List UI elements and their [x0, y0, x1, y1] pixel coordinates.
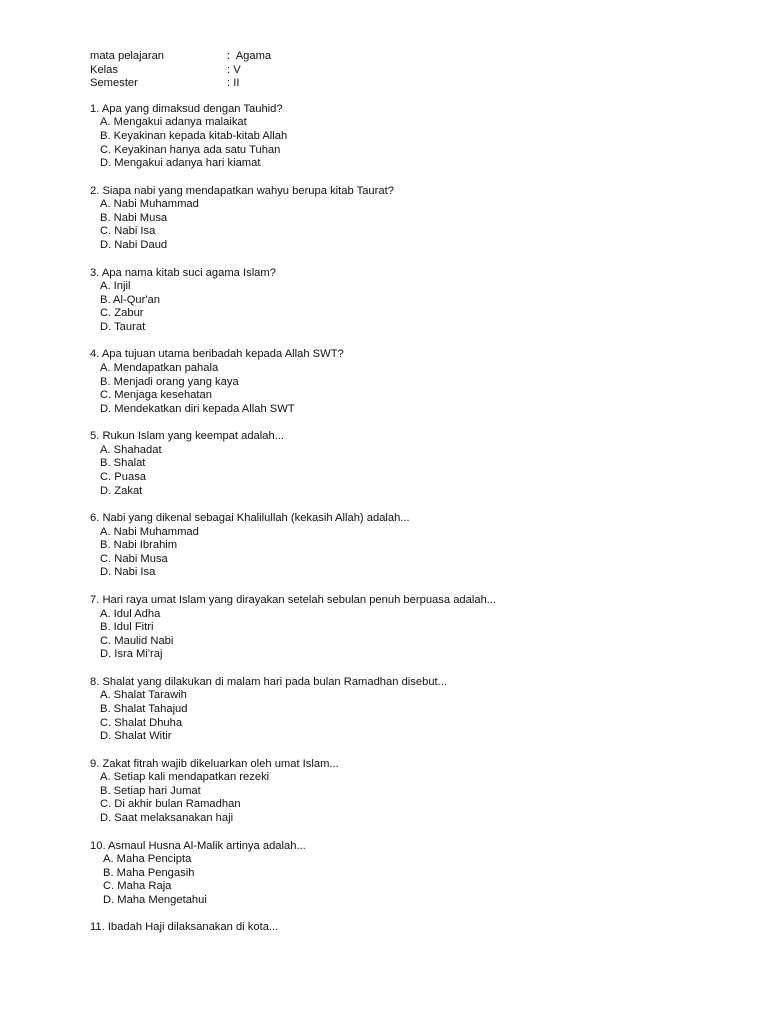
question-6 — [90, 512, 730, 580]
option-b: B. Shalat — [100, 457, 146, 470]
question-2 — [90, 185, 730, 253]
option-a: A. Shalat Tarawih — [100, 689, 187, 702]
question-1 — [90, 103, 730, 171]
option-c: C. Nabi Musa — [100, 552, 168, 565]
exam-document — [90, 50, 730, 949]
option-a: A. Shahadat — [100, 443, 162, 456]
question-text: 1. Apa yang dimaksud dengan Tauhid? — [90, 102, 283, 115]
meta-row-semester — [90, 77, 730, 91]
option-b: B. Setiap hari Jumat — [100, 784, 201, 797]
option-d: D. Nabi Daud — [100, 239, 168, 252]
option-a: A. Injil — [100, 280, 131, 293]
question-text: 6. Nabi yang dikenal sebagai Khalilullah (kekasih Allah) adalah... — [90, 512, 410, 525]
question-text: 9. Zakat fitrah wajib dikeluarkan oleh umat Islam... — [90, 757, 339, 770]
question-list — [90, 103, 730, 935]
option-d: D. Zakat — [100, 484, 143, 497]
option-c: C. Shalat Dhuha — [100, 716, 183, 729]
option-c: C. Puasa — [100, 471, 147, 483]
option-a: A. Mendapatkan pahala — [100, 361, 219, 374]
option-b: B. Nabi Musa — [100, 211, 168, 224]
question-text: 11. Ibadah Haji dilaksanakan di kota... — [90, 921, 279, 934]
question-4 — [90, 348, 730, 416]
option-b: B. Maha Pengasih — [103, 866, 195, 879]
option-c: C. Menjaga kesehatan — [100, 389, 212, 402]
question-text: 3. Apa nama kitab suci agama Islam? — [90, 266, 276, 279]
option-d: D. Taurat — [100, 320, 146, 333]
option-a: A. Nabi Muhammad — [100, 198, 199, 211]
option-a: A. Setiap kali mendapatkan rezeki — [100, 771, 270, 784]
option-c: C. Maha Raja — [103, 880, 172, 893]
question-text: 7. Hari raya umat Islam yang dirayakan setelah sebulan penuh berpuasa adalah... — [90, 593, 497, 606]
meta-label: Kelas — [90, 63, 118, 76]
option-d: D. Mendekatkan diri kepada Allah SWT — [100, 402, 295, 415]
question-text: 8. Shalat yang dilakukan di malam hari pada bulan Ramadhan disebut... — [90, 675, 447, 688]
option-c: C. Maulid Nabi — [100, 634, 174, 647]
option-c: C. Nabi Isa — [100, 225, 156, 238]
question-7 — [90, 594, 730, 662]
option-b: B. Al-Qur'an — [100, 293, 160, 306]
option-a: A. Nabi Muhammad — [100, 525, 199, 538]
meta-label: Semester — [90, 77, 138, 90]
question-text: 4. Apa tujuan utama beribadah kepada Allah SWT? — [90, 348, 344, 361]
option-a: A. Maha Pencipta — [103, 853, 192, 866]
question-text: 2. Siapa nabi yang mendapatkan wahyu berupa kitab Taurat? — [90, 184, 394, 197]
option-b: B. Shalat Tahajud — [100, 702, 188, 715]
question-5 — [90, 430, 730, 498]
meta-value: : II — [227, 77, 240, 90]
option-c: C. Di akhir bulan Ramadhan — [100, 798, 241, 811]
option-b: B. Menjadi orang yang kaya — [100, 375, 239, 388]
option-d: D. Nabi Isa — [100, 566, 156, 579]
option-d: D. Maha Mengetahui — [103, 893, 207, 906]
option-a: A. Mengakui adanya malaikat — [100, 116, 247, 129]
option-b: B. Idul Fitri — [100, 621, 154, 634]
question-3 — [90, 267, 730, 335]
question-10 — [90, 840, 730, 908]
option-d: D. Isra Mi'raj — [100, 648, 163, 661]
question-8 — [90, 676, 730, 744]
option-c: C. Zabur — [100, 307, 144, 320]
question-text: 10. Asmaul Husna Al-Malik artinya adalah... — [90, 839, 306, 852]
question-text: 5. Rukun Islam yang keempat adalah... — [90, 430, 285, 443]
meta-label: mata pelajaran — [90, 50, 165, 62]
option-b: B. Nabi Ibrahim — [100, 539, 178, 552]
question-11 — [90, 921, 730, 935]
option-d: D. Shalat Witir — [100, 730, 172, 743]
option-a: A. Idul Adha — [100, 607, 161, 620]
option-b: B. Keyakinan kepada kitab-kitab Allah — [100, 129, 288, 142]
option-d: D. Mengakui adanya hari kiamat — [100, 157, 261, 170]
question-9 — [90, 758, 730, 826]
option-d: D. Saat melaksanakan haji — [100, 812, 234, 825]
option-c: C. Keyakinan hanya ada satu Tuhan — [100, 143, 281, 156]
header-block — [90, 50, 730, 91]
meta-row-subject — [90, 50, 730, 64]
meta-value: : Agama — [227, 50, 272, 62]
meta-row-class — [90, 64, 730, 78]
meta-value: : V — [227, 63, 241, 76]
spacer — [90, 91, 730, 103]
